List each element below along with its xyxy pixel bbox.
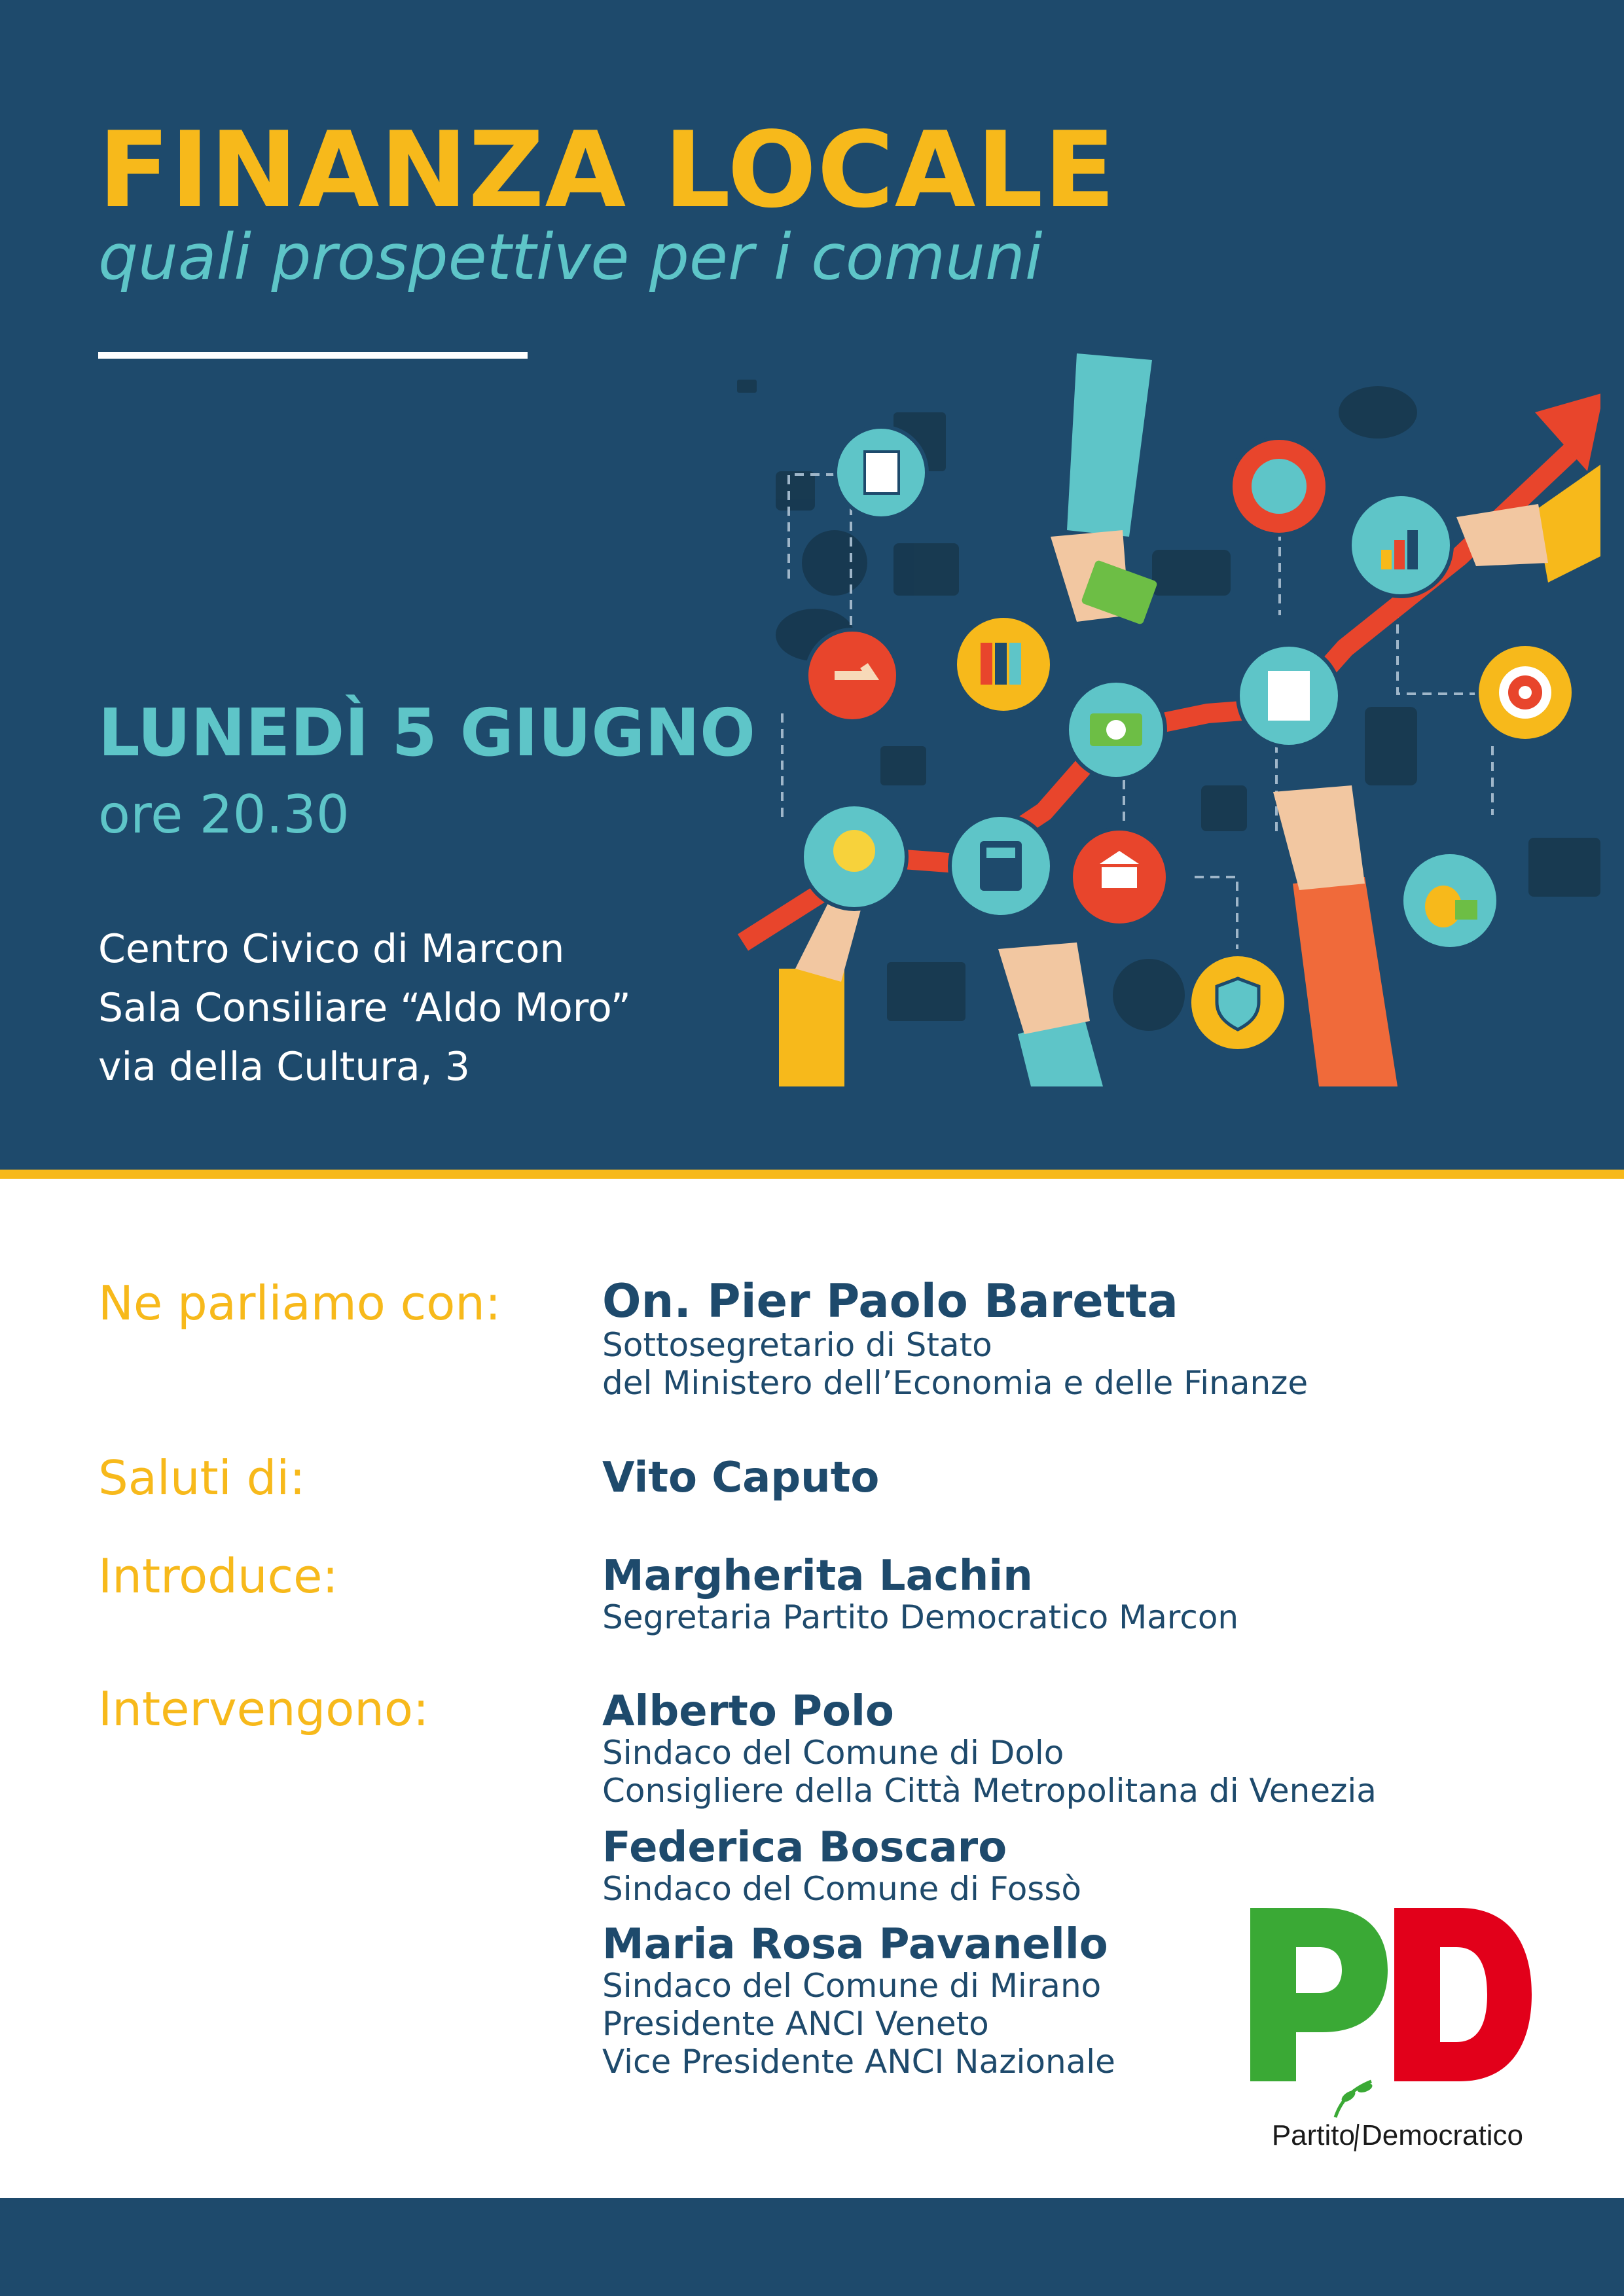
greetings-name: Vito Caputo [602, 1454, 880, 1502]
intro-name: Margherita Lachin [602, 1552, 1033, 1600]
panel-role: Sindaco del Comune di Fossò [602, 1870, 1081, 1909]
intro-label: Introduce: [98, 1549, 338, 1604]
piggy-bank-icon [1339, 386, 1417, 439]
speaker-label: Ne parliamo con: [98, 1276, 501, 1331]
event-time: ore 20.30 [98, 784, 350, 845]
title-underline [98, 352, 528, 359]
panel-name: Maria Rosa Pavanello [602, 1920, 1108, 1969]
finance-illustration [736, 340, 1600, 1086]
intro-entry [602, 1554, 1238, 1636]
panel-role: Sindaco del Comune di Dolo [602, 1734, 1064, 1772]
event-venue [98, 920, 631, 1096]
panel-entry [602, 1687, 1377, 1810]
card-icon [880, 746, 926, 785]
pd-logo [1244, 1908, 1538, 2153]
greetings-label: Saluti di: [98, 1450, 306, 1505]
panel-entry [602, 1823, 1081, 1909]
panel-role: Consigliere della Città Metropolitana di Venezia [602, 1772, 1377, 1810]
page-title: FINANZA LOCALE [98, 109, 1116, 231]
panel-name: Federica Boscaro [602, 1823, 1007, 1872]
speaker-name: On. Pier Paolo Baretta [602, 1274, 1178, 1328]
divider-stripe [0, 1170, 1624, 1179]
event-date: LUNEDÌ 5 GIUGNO [98, 694, 756, 771]
panel-role: Presidente ANCI Veneto [602, 2005, 989, 2043]
greetings-entry [602, 1456, 879, 1500]
speaker-role: Sottosegretario di Stato [602, 1325, 992, 1364]
handshake-outline-icon [737, 380, 757, 393]
footer-band [0, 2198, 1624, 2296]
briefcase-icon [893, 543, 959, 596]
folder-icon [1528, 838, 1600, 897]
panel-label: Intervengono: [98, 1681, 429, 1736]
lock-icon [1201, 785, 1247, 831]
venue-line: Sala Consiliare “Aldo Moro” [98, 985, 631, 1031]
chair-icon [1365, 707, 1417, 785]
panel-role: Sindaco del Comune di Mirano [602, 1967, 1102, 2005]
lock-icon [776, 471, 815, 511]
speaker-entry [602, 1274, 1308, 1402]
envelope-icon [887, 962, 965, 1021]
speaker-role: del Ministero dell’Economia e delle Finanze [602, 1363, 1308, 1402]
venue-line: via della Cultura, 3 [98, 1044, 471, 1090]
panel-entry [602, 1920, 1115, 2081]
globe-outline-icon [1113, 959, 1185, 1031]
panel-role: Vice Presidente ANCI Nazionale [602, 2043, 1115, 2081]
logo-caption-right: Democratico [1362, 2119, 1523, 2151]
panel-name: Alberto Polo [602, 1687, 894, 1736]
intro-role: Segretaria Partito Democratico Marcon [602, 1598, 1239, 1637]
cash-outline-icon [1152, 550, 1231, 596]
page-subtitle: quali prospettive per i comuni [98, 221, 1043, 294]
venue-line: Centro Civico di Marcon [98, 926, 565, 972]
globe-outline-icon [802, 530, 867, 596]
logo-caption-left: Partito [1271, 2119, 1355, 2151]
